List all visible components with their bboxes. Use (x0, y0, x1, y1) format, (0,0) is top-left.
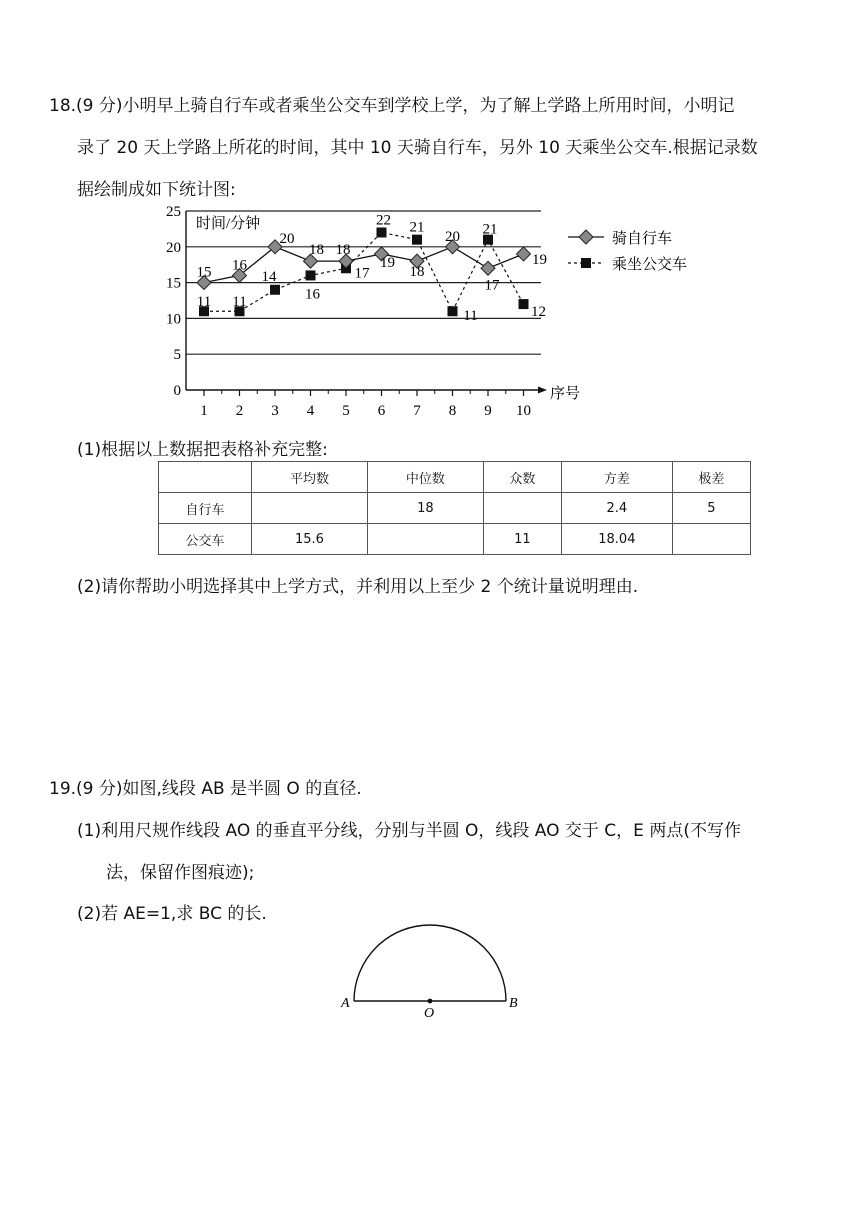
table-cell: 18.04 (562, 524, 673, 555)
x-tick-label: 2 (235, 403, 244, 419)
legend-label-bus: 乘坐公交车 (612, 257, 688, 273)
q18-part2: (2)请你帮助小明选择其中上学方式，并利用以上至少 2 个统计量说明理由. (77, 577, 639, 597)
q19-part1-line1: (1)利用尺规作线段 AO 的垂直平分线，分别与半圆 O，线段 AO 交于 C，E 两点(不写作 (77, 821, 741, 841)
bus-data-label: 11 (232, 294, 247, 311)
table-header-cell: 极差 (672, 462, 750, 493)
x-tick-label: 10 (516, 403, 531, 419)
table-header-cell: 众数 (483, 462, 561, 493)
table-cell: 自行车 (159, 493, 252, 524)
bus-data-label: 21 (482, 221, 498, 238)
y-tick-label: 5 (173, 347, 181, 364)
bike-data-label: 17 (484, 277, 500, 294)
y-tick-label: 10 (166, 311, 181, 328)
bus-data-label: 21 (409, 219, 425, 236)
table-row (159, 493, 751, 524)
line-chart (0, 0, 860, 430)
bike-data-label: 19 (380, 254, 395, 271)
q18-line3: 据绘制成如下统计图: (77, 180, 236, 200)
table-header-cell (159, 462, 252, 493)
table-cell: 18 (367, 493, 483, 524)
legend-marker-bike (579, 230, 593, 244)
bike-data-label: 20 (445, 228, 460, 245)
y-tick-label: 15 (166, 275, 181, 292)
bus-data-label: 16 (305, 286, 320, 303)
table-row (159, 524, 751, 555)
chart-legend (568, 229, 687, 273)
bus-point (377, 227, 387, 237)
y-tick-label: 20 (166, 239, 181, 256)
table-header-cell: 平均数 (252, 462, 368, 493)
q18-part1: (1)根据以上数据把表格补充完整: (77, 440, 328, 460)
label-o: O (424, 1006, 435, 1020)
table-cell: 15.6 (252, 524, 368, 555)
table-cell: 公交车 (159, 524, 252, 555)
bus-point (412, 235, 422, 245)
table-header-row (159, 462, 751, 493)
table-cell: 5 (672, 493, 750, 524)
q19-part1-line2: 法，保留作图痕迹); (106, 863, 255, 883)
q18-line1: 18.(9 分)小明早上骑自行车或者乘坐公交车到学校上学，为了解上学路上所用时间，小明记 (49, 96, 735, 116)
center-point (428, 999, 433, 1004)
table-cell (483, 493, 561, 524)
bike-data-label: 18 (409, 264, 425, 281)
q19-line1: 19.(9 分)如图,线段 AB 是半圆 O 的直径. (49, 779, 362, 799)
table-header-cell: 方差 (562, 462, 673, 493)
bus-data-label: 11 (463, 308, 478, 325)
bike-data-label: 19 (532, 251, 547, 268)
bus-data-label: 11 (196, 294, 212, 311)
table-cell (672, 524, 750, 555)
x-axis-label: 序号 (550, 386, 581, 402)
bike-data-label: 18 (309, 242, 324, 259)
y-tick-label: 0 (173, 383, 181, 399)
bike-point (481, 261, 495, 275)
x-tick-label: 9 (484, 403, 492, 419)
x-tick-label: 8 (448, 403, 457, 419)
bike-data-label: 15 (196, 264, 212, 281)
bus-data-label: 12 (531, 304, 546, 321)
bus-data-label: 17 (354, 265, 370, 282)
x-tick-label: 3 (271, 403, 279, 419)
bus-data-label: 22 (376, 212, 391, 229)
x-tick-label: 4 (306, 403, 315, 419)
q18-line2: 录了 20 天上学路上所花的时间，其中 10 天骑自行车，另外 10 天乘坐公交车.根据记录数 (77, 138, 758, 158)
y-tick-label: 25 (166, 204, 181, 220)
bus-point (270, 285, 280, 295)
semicircle-figure (330, 910, 530, 1020)
table-cell (252, 493, 368, 524)
x-tick-label: 6 (377, 403, 386, 419)
x-tick-label: 5 (342, 403, 350, 419)
statistics-table (158, 461, 751, 555)
bike-data-label: 16 (232, 257, 247, 274)
table-header-cell: 中位数 (367, 462, 483, 493)
table-cell (367, 524, 483, 555)
y-axis-label: 时间/分钟 (196, 216, 261, 232)
bike-point (517, 247, 531, 261)
label-a: A (341, 996, 350, 1011)
label-b: B (509, 996, 518, 1011)
bus-point (448, 306, 458, 316)
bus-point (519, 299, 529, 309)
table-cell: 2.4 (562, 493, 673, 524)
bus-data-label: 14 (261, 268, 277, 285)
x-axis-arrow (538, 387, 547, 394)
legend-marker-bus (581, 258, 591, 268)
bike-data-label: 20 (279, 230, 295, 247)
semicircle-arc (354, 925, 506, 1001)
legend-label-bike: 骑自行车 (612, 231, 673, 247)
x-tick-label: 7 (413, 403, 421, 419)
bike-data-label: 18 (335, 242, 351, 259)
table-cell: 11 (483, 524, 561, 555)
x-tick-label: 1 (200, 403, 208, 419)
bus-point (306, 270, 316, 280)
q19-part2: (2)若 AE=1,求 BC 的长. (77, 904, 267, 924)
